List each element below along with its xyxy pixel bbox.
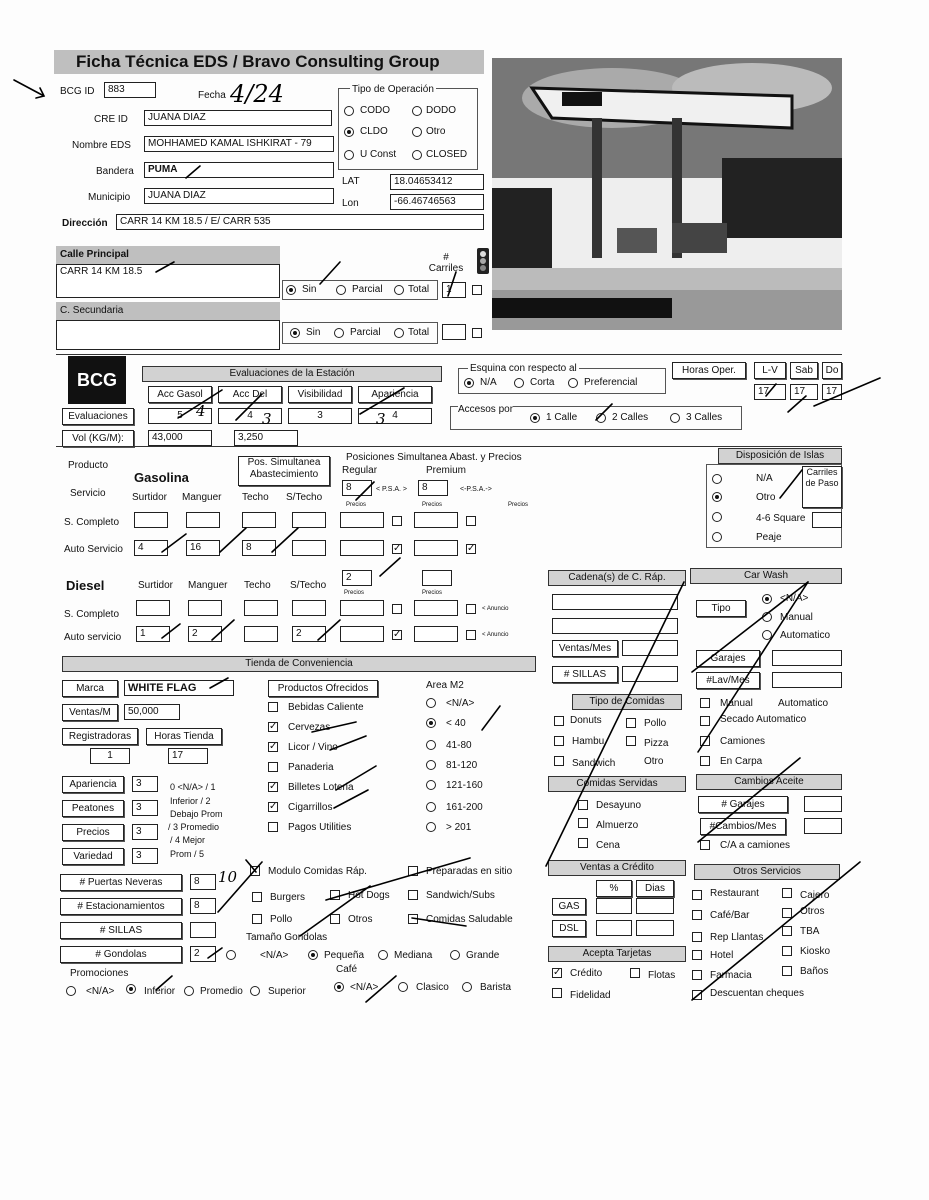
lon-label: Lon <box>342 198 359 209</box>
label-promo-inferior: Inferior <box>144 986 176 997</box>
label-otros-serv: Otros <box>800 906 825 917</box>
horas-tienda-button[interactable]: Horas Tienda <box>146 728 222 745</box>
gas-as-surtidor[interactable]: 4 <box>134 540 168 556</box>
fecha-label: Fecha <box>198 90 226 101</box>
fecha-handwritten: 4/24 <box>230 80 284 108</box>
label-acceso-2: 2 Calles <box>612 412 649 423</box>
comidas-servidas-title: Comidas Servidas <box>548 776 686 792</box>
cre-id-label: CRE ID <box>94 114 128 125</box>
esquina-title: Esquina con respecto al <box>470 363 577 374</box>
dsl-as-manguer[interactable]: 2 <box>188 626 222 642</box>
nombre-eds-label: Nombre EDS <box>72 140 131 151</box>
label-area-na: <N/A> <box>446 698 475 709</box>
eval-hand-apar: 3 <box>376 410 386 428</box>
label-cs-parcial: Parcial <box>350 327 381 338</box>
bcg-id-field[interactable]: 883 <box>104 82 156 98</box>
label-acceso-1: 1 Calle <box>546 412 578 423</box>
label-cafe-clasico: Clasico <box>416 982 449 993</box>
label-pizza: Pizza <box>644 738 669 749</box>
gondolas-field[interactable]: 2 <box>190 946 216 962</box>
label-cena: Cena <box>596 840 620 851</box>
dsl-anuncio-1: < Anuncio <box>482 606 509 612</box>
label-cafe-barista: Barista <box>480 982 512 993</box>
cb-loteria[interactable]: ✓ <box>269 781 278 792</box>
estacionamientos-button[interactable]: # Estacionamientos <box>60 898 182 915</box>
lat-label: LAT <box>342 176 360 187</box>
label-cp-parcial: Parcial <box>352 284 383 295</box>
tamano-gondolas-label: Tamaño Gondolas <box>246 932 328 943</box>
area-m2-label: Area M2 <box>426 680 464 691</box>
label-tamano-mediana: Mediana <box>394 950 433 961</box>
label-bebidas: Bebidas Caliente <box>288 702 364 713</box>
registradoras-field[interactable]: 1 <box>90 748 130 764</box>
label-area-200: 161-200 <box>446 802 483 813</box>
label-area-80: 41-80 <box>446 740 472 751</box>
bandera-field[interactable]: PUMA <box>144 162 334 178</box>
cre-id-field[interactable]: JUANA DIAZ <box>144 110 332 126</box>
calle-principal-label: Calle Principal <box>60 249 129 260</box>
dsl-button[interactable]: DSL <box>552 920 586 937</box>
cb-cervezas[interactable]: ✓ <box>269 721 278 732</box>
gas-s-completo-label: S. Completo <box>64 517 120 528</box>
gas-col-surtidor: Surtidor <box>132 492 168 503</box>
dsl-col-surtidor: Surtidor <box>138 580 174 591</box>
carriles-label: # Carriles <box>428 252 464 274</box>
col-sab[interactable]: Sab <box>790 362 818 379</box>
premium-label: Premium <box>426 465 467 476</box>
gondolas-button[interactable]: # Gondolas <box>60 946 182 963</box>
label-farmacia: Farmacia <box>710 970 752 981</box>
label-cw-secado: Secado Automatico <box>720 714 807 725</box>
gas-button[interactable]: GAS <box>552 898 586 915</box>
page-title: Ficha Técnica EDS / Bravo Consulting Group <box>76 52 440 71</box>
marca-field[interactable]: WHITE FLAG <box>124 680 234 696</box>
ca-cambios-mes-button[interactable]: #Cambios/Mes <box>700 818 786 835</box>
rating-precios-button[interactable]: Precios <box>62 824 124 841</box>
label-cp-sin: Sin <box>302 284 317 295</box>
eval-hand-del: 3 <box>262 410 272 428</box>
producto-label: Producto <box>68 460 109 471</box>
ventas-m-button[interactable]: Ventas/M <box>62 704 118 721</box>
servicio-label: Servicio <box>70 488 106 499</box>
label-sandwich: Sandwich <box>572 758 616 769</box>
diesel-pos-field[interactable]: 2 <box>342 570 372 586</box>
direccion-label: Dirección <box>62 218 108 229</box>
gas-as-manguer[interactable]: 16 <box>186 540 220 556</box>
bcg-id-label: BCG ID <box>60 86 95 97</box>
eval-apariencia[interactable]: 4 <box>358 408 432 424</box>
label-cw-check-manual: Manual <box>720 698 753 709</box>
rating-legend-1: 0 <N/A> / 1 <box>170 782 216 792</box>
label-esquina-pref: Preferencial <box>584 377 638 388</box>
dsl-s-completo-label: S. Completo <box>64 609 120 620</box>
label-saludable: Comidas Saludable <box>426 914 513 925</box>
label-closed: CLOSED <box>426 149 468 160</box>
label-cajero: Cajero <box>800 890 830 901</box>
rating-apariencia-button[interactable]: Apariencia <box>62 776 124 793</box>
ventas-credito-title: Ventas a Crédito <box>548 860 686 876</box>
label-cigarrillos: Cigarrillos <box>288 802 333 813</box>
gas-as-prem-check[interactable]: ✓ <box>467 543 476 554</box>
puertas-hand: 10 <box>218 868 238 886</box>
rating-legend-5: / 4 Mejor <box>170 835 206 845</box>
calle-secundaria-label: C. Secundaria <box>60 305 124 316</box>
dsl-as-stecho[interactable]: 2 <box>292 626 326 642</box>
label-cp-total: Total <box>408 284 430 295</box>
label-cw-na: <N/A> <box>780 593 809 604</box>
eval-visibilidad[interactable]: 3 <box>288 408 352 424</box>
eval-acc-del[interactable]: 4 <box>218 408 282 424</box>
marca-button[interactable]: Marca <box>62 680 118 697</box>
label-disp-peaje: Peaje <box>756 532 782 543</box>
label-cw-auto: Automatico <box>780 630 831 641</box>
tienda-sillas-button[interactable]: # SILLAS <box>60 922 182 939</box>
dias-button[interactable]: Dias <box>636 880 674 897</box>
dsl-anuncio-2: < Anuncio <box>482 632 509 638</box>
carriles-field[interactable]: 1 <box>442 282 466 298</box>
rating-precios-field[interactable]: 3 <box>132 824 158 840</box>
col-do[interactable]: Do <box>822 362 842 379</box>
bcg-logo: BCG <box>68 356 126 404</box>
cambios-aceite-title: Cambios Aceite <box>696 774 842 790</box>
gas-as-techo[interactable]: 8 <box>242 540 276 556</box>
psa-label-2: <-P.S.A.-> <box>460 486 492 493</box>
gas-auto-servicio-label: Auto Servicio <box>64 544 123 555</box>
label-tamano-grande: Grande <box>466 950 500 961</box>
cafe-label: Café <box>336 964 358 975</box>
precios-label-3: Precios <box>508 502 529 508</box>
label-hotdogs: Hot Dogs <box>348 890 390 901</box>
horas-sab[interactable]: 17 <box>790 384 818 400</box>
regular-label: Regular <box>342 465 378 476</box>
sillas-button[interactable]: # SILLAS <box>552 666 618 683</box>
label-codo: CODO <box>360 105 390 116</box>
label-area-160: 121-160 <box>446 780 483 791</box>
vol-diesel[interactable]: 3,250 <box>234 430 298 446</box>
label-pollo-tienda: Pollo <box>270 914 293 925</box>
label-promo-superior: Superior <box>268 986 306 997</box>
label-esquina-corta: Corta <box>530 377 555 388</box>
municipio-field[interactable]: JUANA DIAZ <box>144 188 334 204</box>
eval-hand-gasol: 4 <box>196 402 206 420</box>
tienda-title: Tienda de Conveniencia <box>62 656 536 672</box>
rating-legend-6: Prom / 5 <box>170 849 205 859</box>
municipio-label: Municipio <box>88 192 131 203</box>
bandera-label: Bandera <box>96 166 134 177</box>
label-cs-sin: Sin <box>306 327 321 338</box>
col-acc-gasol[interactable]: Acc Gasol <box>148 386 212 403</box>
label-loteria: Billetes Loteria <box>288 782 354 793</box>
rating-variedad-button[interactable]: Variedad <box>62 848 124 865</box>
gas-col-techo: Techo <box>242 492 269 503</box>
label-disp-na: N/A <box>756 473 773 484</box>
label-acceso-3: 3 Calles <box>686 412 723 423</box>
label-cw-camiones: Camiones <box>720 736 766 747</box>
col-lv[interactable]: L-V <box>754 362 786 379</box>
cb-credito[interactable]: ✓ <box>553 967 562 978</box>
label-preparadas: Preparadas en sitio <box>426 866 513 877</box>
cb-licor[interactable]: ✓ <box>269 741 278 752</box>
horas-oper-button[interactable]: Horas Oper. <box>672 362 746 379</box>
label-donuts: Donuts <box>570 715 602 726</box>
puertas-neveras-button[interactable]: # Puertas Neveras <box>60 874 182 891</box>
label-area-40: < 40 <box>446 718 466 729</box>
horas-lv[interactable]: 17 <box>754 384 786 400</box>
label-burgers: Burgers <box>270 892 306 903</box>
label-modulo-comidas: Modulo Comidas Ráp. <box>268 866 367 877</box>
label-hambu: Hambu <box>572 736 605 747</box>
label-flotas: Flotas <box>648 970 676 981</box>
label-disp-otro: Otro <box>756 492 776 503</box>
acepta-tarjetas-title: Acepta Tarjetas <box>548 946 686 962</box>
label-otro-comida: Otro <box>644 756 664 767</box>
label-otro-op: Otro <box>426 126 446 137</box>
label-uconst: U Const <box>360 149 397 160</box>
estacionamientos-field[interactable]: 8 <box>190 898 216 914</box>
label-cldo: CLDO <box>360 126 388 137</box>
gas-col-manguer: Manguer <box>182 492 222 503</box>
tipo-comidas-title: Tipo de Comidas <box>572 694 682 710</box>
label-sandwich-subs: Sandwich/Subs <box>426 890 495 901</box>
pos-simultanea-button[interactable]: Pos. Simultanea Abastecimiento <box>238 456 330 486</box>
dsl-as-surtidor[interactable]: 1 <box>136 626 170 642</box>
gasolina-title: Gasolina <box>134 470 189 485</box>
rating-legend-3: Debajo Prom <box>170 809 223 819</box>
label-panaderia: Panaderia <box>288 762 334 773</box>
dsl-col-techo: Techo <box>244 580 271 591</box>
cadena-title: Cadena(s) de C. Ráp. <box>548 570 686 586</box>
label-disp-square: 4-6 Square <box>756 513 806 524</box>
productos-ofrecidos-button[interactable]: Productos Ofrecidos <box>268 680 378 697</box>
regular-pos-field[interactable]: 8 <box>342 480 372 496</box>
label-tamano-pequena: Pequeña <box>324 950 365 961</box>
label-fidelidad: Fidelidad <box>570 990 611 1001</box>
garajes-button[interactable]: Garajes <box>696 650 760 667</box>
label-kiosko: Kiosko <box>800 946 831 957</box>
tipo-operacion-title: Tipo de Operación <box>352 84 434 95</box>
calle-principal-field[interactable]: CARR 14 KM 18.5 <box>56 264 280 298</box>
label-pagos: Pagos Utilities <box>288 822 352 833</box>
pct-button[interactable]: % <box>596 880 632 897</box>
label-otros-tienda: Otros <box>348 914 373 925</box>
ca-garajes-button[interactable]: # Garajes <box>698 796 788 813</box>
eval-acc-gasol[interactable]: 5 <box>148 408 212 424</box>
label-esquina-na: N/A <box>480 377 497 388</box>
rating-legend-2: Inferior / 2 <box>170 796 211 806</box>
premium-pos-field[interactable]: 8 <box>418 480 448 496</box>
diesel-title: Diesel <box>66 578 105 593</box>
carriles-paso-button[interactable]: Carriles de Paso <box>802 466 842 508</box>
rating-apariencia-field[interactable]: 3 <box>132 776 158 792</box>
nombre-eds-field[interactable]: MOHHAMED KAMAL ISHKIRAT - 79 <box>144 136 334 152</box>
label-restaurant: Restaurant <box>710 888 759 899</box>
cb-cigarrillos[interactable]: ✓ <box>269 801 278 812</box>
label-almuerzo: Almuerzo <box>596 820 639 831</box>
evaluaciones-label[interactable]: Evaluaciones <box>62 408 134 425</box>
col-acc-del[interactable]: Acc Del <box>218 386 282 403</box>
label-hotel: Hotel <box>710 950 734 961</box>
vol-label[interactable]: Vol (KG/M): <box>62 430 134 447</box>
label-rep-llantas: Rep Llantas <box>710 932 764 943</box>
lon-field[interactable]: -66.46746563 <box>390 194 484 210</box>
car-wash-title: Car Wash <box>690 568 842 584</box>
tipo-button[interactable]: Tipo <box>696 600 746 617</box>
label-cw-manual: Manual <box>780 612 813 623</box>
ventas-m-field[interactable]: 50,000 <box>124 704 180 720</box>
label-cw-check-auto: Automatico <box>778 698 829 709</box>
label-tamano-na: <N/A> <box>260 950 289 961</box>
evaluaciones-title: Evaluaciones de la Estación <box>142 366 442 382</box>
psa-label-1: < P.S.A. > <box>376 486 408 493</box>
ventas-mes-button[interactable]: Ventas/Mes <box>552 640 618 657</box>
dsl-auto-servicio-label: Auto servicio <box>64 632 122 643</box>
label-cafe-na: <N/A> <box>350 982 379 993</box>
precios-label-1: Precios <box>346 502 367 508</box>
label-licor: Licor / Vino <box>288 742 338 753</box>
puertas-neveras-field[interactable]: 8 <box>190 874 216 890</box>
label-area-201: > 201 <box>446 822 472 833</box>
label-cervezas: Cervezas <box>288 722 331 733</box>
label-credito: Crédito <box>570 968 603 979</box>
horas-do[interactable]: 17 <box>822 384 842 400</box>
label-promo-na: <N/A> <box>86 986 115 997</box>
col-apariencia[interactable]: Apariencia <box>358 386 432 403</box>
rating-peatones-field[interactable]: 3 <box>132 800 158 816</box>
rating-peatones-button[interactable]: Peatones <box>62 800 124 817</box>
label-pollo: Pollo <box>644 718 667 729</box>
otros-servicios-title: Otros Servicios <box>694 864 840 880</box>
lat-field[interactable]: 18.04653412 <box>390 174 484 190</box>
lav-mes-button[interactable]: #Lav/Mes <box>696 672 760 689</box>
dsl-precios-2: Precios <box>422 590 443 596</box>
precios-label-2: Precios <box>422 502 443 508</box>
label-ca-camiones: C/A a camiones <box>720 840 791 851</box>
registradoras-button[interactable]: Registradoras <box>62 728 138 745</box>
gas-col-stecho: S/Techo <box>286 492 323 503</box>
dsl-col-stecho: S/Techo <box>290 580 327 591</box>
rating-variedad-field[interactable]: 3 <box>132 848 158 864</box>
dsl-col-manguer: Manguer <box>188 580 228 591</box>
dsl-as-check-1[interactable]: ✓ <box>393 629 402 640</box>
direccion-field[interactable]: CARR 14 KM 18.5 / E/ CARR 535 <box>116 214 484 230</box>
label-cw-carpa: En Carpa <box>720 756 763 767</box>
vol-gasolina[interactable]: 43,000 <box>148 430 212 446</box>
accesos-label: Accesos por <box>458 404 514 415</box>
label-desayuno: Desayuno <box>596 800 642 811</box>
horas-tienda-field[interactable]: 17 <box>168 748 208 764</box>
label-cheques: Descuentan cheques <box>710 988 804 999</box>
promociones-label: Promociones <box>70 968 129 979</box>
dsl-precios-1: Precios <box>344 590 365 596</box>
col-visibilidad[interactable]: Visibilidad <box>288 386 352 403</box>
rating-legend-4: / 3 Promedio <box>168 822 220 832</box>
label-cs-total: Total <box>408 327 430 338</box>
gas-as-reg-check[interactable]: ✓ <box>393 543 402 554</box>
label-dodo: DODO <box>426 105 456 116</box>
disposicion-title: Disposición de Islas <box>718 448 842 464</box>
label-tba: TBA <box>800 926 820 937</box>
label-banos: Baños <box>800 966 829 977</box>
label-area-120: 81-120 <box>446 760 478 771</box>
label-promo-promedio: Promedio <box>200 986 243 997</box>
pos-title: Posiciones Simultanea Abast. y Precios <box>346 452 522 463</box>
label-cafe-bar: Café/Bar <box>710 910 750 921</box>
